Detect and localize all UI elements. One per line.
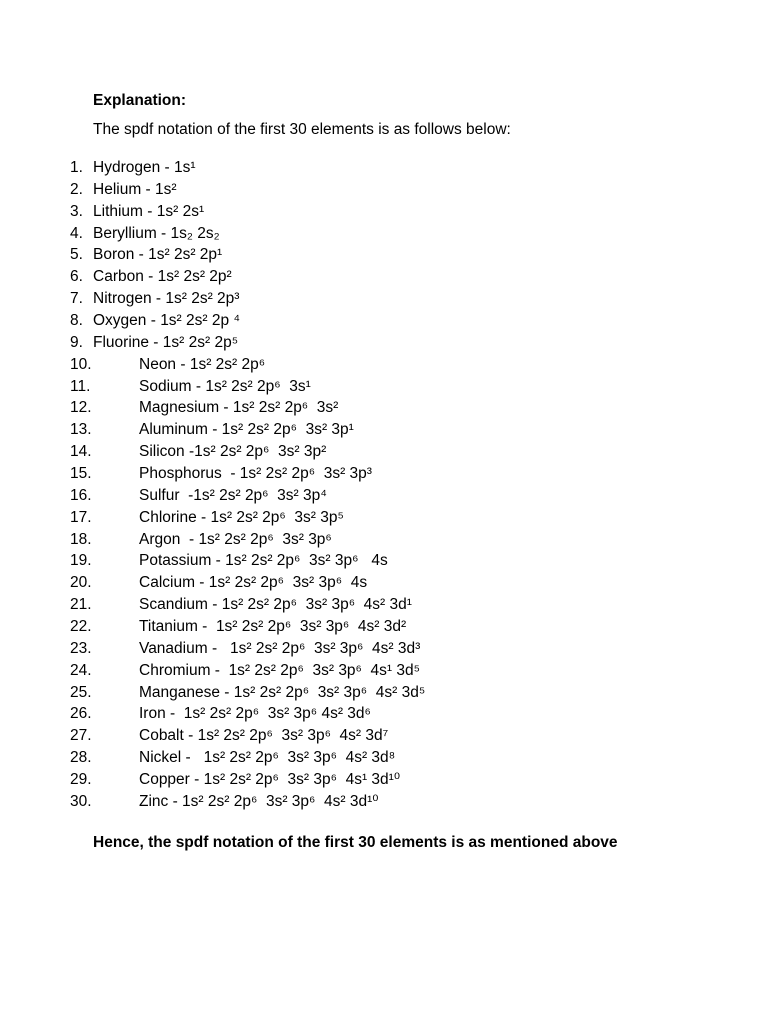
list-number: 12.: [70, 399, 92, 417]
element-list: [0, 157, 768, 813]
list-number: 29.: [70, 771, 92, 789]
list-item: [0, 550, 768, 572]
list-item: [0, 441, 768, 463]
list-item: [0, 660, 768, 682]
list-item: [0, 310, 768, 332]
list-number: 1.: [70, 159, 83, 176]
list-text: Chromium - 1s² 2s² 2p⁶ 3s² 3p⁶ 4s¹ 3d⁵: [139, 661, 421, 679]
list-item: [0, 332, 768, 354]
list-text: Nickel - 1s² 2s² 2p⁶ 3s² 3p⁶ 4s² 3d⁸: [139, 749, 396, 767]
list-text: Phosphorus - 1s² 2s² 2p⁶ 3s² 3p³: [139, 465, 372, 483]
list-item: [0, 791, 768, 813]
list-text: Aluminum - 1s² 2s² 2p⁶ 3s² 3p¹: [139, 421, 354, 439]
list-number: 17.: [70, 508, 92, 526]
list-number: 7.: [70, 290, 83, 308]
list-number: 9.: [70, 333, 83, 351]
list-number: 4.: [70, 224, 83, 242]
list-text: Neon - 1s² 2s² 2p⁶: [139, 355, 266, 373]
list-item: [0, 354, 768, 376]
intro-paragraph: The spdf notation of the first 30 elements is as follows below:: [93, 121, 511, 138]
list-text: Beryllium - 1s₂ 2s₂: [93, 224, 220, 242]
list-text: Oxygen - 1s² 2s² 2p ⁴: [93, 312, 241, 330]
list-item: [0, 376, 768, 398]
list-number: 23.: [70, 639, 92, 657]
list-text: Zinc - 1s² 2s² 2p⁶ 3s² 3p⁶ 4s² 3d¹⁰: [139, 792, 379, 810]
list-number: 14.: [70, 443, 92, 461]
list-item: [0, 725, 768, 747]
list-text: Potassium - 1s² 2s² 2p⁶ 3s² 3p⁶ 4s: [139, 552, 388, 570]
list-item: [0, 769, 768, 791]
list-number: 26.: [70, 705, 92, 723]
list-number: 25.: [70, 683, 92, 701]
list-text: Calcium - 1s² 2s² 2p⁶ 3s² 3p⁶ 4s: [139, 574, 368, 592]
list-text: Cobalt - 1s² 2s² 2p⁶ 3s² 3p⁶ 4s² 3d⁷: [139, 727, 389, 745]
list-text: Helium - 1s²: [93, 180, 177, 198]
list-item: [0, 179, 768, 201]
list-number: 20.: [70, 574, 92, 592]
list-text: Nitrogen - 1s² 2s² 2p³: [93, 290, 240, 308]
list-item: [0, 157, 768, 179]
list-item: [0, 507, 768, 529]
list-text: Fluorine - 1s² 2s² 2p⁵: [93, 333, 239, 351]
list-item: [0, 747, 768, 769]
list-item: [0, 703, 768, 725]
list-item: [0, 419, 768, 441]
list-text: Copper - 1s² 2s² 2p⁶ 3s² 3p⁶ 4s¹ 3d¹⁰: [139, 771, 401, 789]
list-number: 19.: [70, 552, 92, 570]
list-number: 13.: [70, 421, 92, 439]
list-text: Silicon -1s² 2s² 2p⁶ 3s² 3p²: [139, 443, 327, 461]
list-item: [0, 397, 768, 419]
list-text: Magnesium - 1s² 2s² 2p⁶ 3s²: [139, 399, 339, 417]
list-text: Sodium - 1s² 2s² 2p⁶ 3s¹: [139, 377, 311, 395]
list-text: Iron - 1s² 2s² 2p⁶ 3s² 3p⁶ 4s² 3d⁶: [139, 705, 371, 723]
list-number: 24.: [70, 661, 92, 679]
list-item: [0, 463, 768, 485]
list-number: 10.: [70, 355, 92, 373]
list-number: 5.: [70, 246, 83, 264]
list-item: [0, 638, 768, 660]
list-number: 16.: [70, 486, 92, 504]
list-number: 30.: [70, 792, 92, 810]
list-number: 21.: [70, 596, 92, 614]
list-number: 2.: [70, 180, 83, 198]
list-item: [0, 266, 768, 288]
list-number: 8.: [70, 312, 83, 330]
list-item: [0, 529, 768, 551]
list-number: 22.: [70, 618, 92, 636]
list-text: Chlorine - 1s² 2s² 2p⁶ 3s² 3p⁵: [139, 508, 344, 526]
list-number: 27.: [70, 727, 92, 745]
list-text: Hydrogen - 1s¹: [93, 159, 196, 176]
list-item: [0, 594, 768, 616]
list-number: 11.: [70, 377, 91, 395]
list-text: Carbon - 1s² 2s² 2p²: [93, 268, 232, 286]
list-number: 3.: [70, 202, 83, 220]
list-number: 28.: [70, 749, 92, 767]
list-text: Boron - 1s² 2s² 2p¹: [93, 246, 223, 264]
list-text: Manganese - 1s² 2s² 2p⁶ 3s² 3p⁶ 4s² 3d⁵: [139, 683, 426, 701]
conclusion-paragraph: Hence, the spdf notation of the first 30 elements is as mentioned above: [93, 834, 618, 851]
explanation-heading: Explanation:: [93, 92, 187, 109]
list-number: 6.: [70, 268, 83, 286]
list-text: Titanium - 1s² 2s² 2p⁶ 3s² 3p⁶ 4s² 3d²: [139, 618, 407, 636]
list-text: Lithium - 1s² 2s¹: [93, 202, 205, 220]
list-number: 18.: [70, 530, 92, 548]
list-text: Vanadium - 1s² 2s² 2p⁶ 3s² 3p⁶ 4s² 3d³: [139, 639, 421, 657]
list-item: [0, 223, 768, 245]
list-item: [0, 485, 768, 507]
list-item: [0, 572, 768, 594]
list-item: [0, 244, 768, 266]
list-item: [0, 201, 768, 223]
list-text: Scandium - 1s² 2s² 2p⁶ 3s² 3p⁶ 4s² 3d¹: [139, 596, 412, 614]
list-number: 15.: [70, 465, 92, 483]
list-text: Argon - 1s² 2s² 2p⁶ 3s² 3p⁶: [139, 530, 332, 548]
list-item: [0, 288, 768, 310]
list-text: Sulfur -1s² 2s² 2p⁶ 3s² 3p⁴: [139, 486, 327, 504]
list-item: [0, 616, 768, 638]
list-item: [0, 682, 768, 704]
